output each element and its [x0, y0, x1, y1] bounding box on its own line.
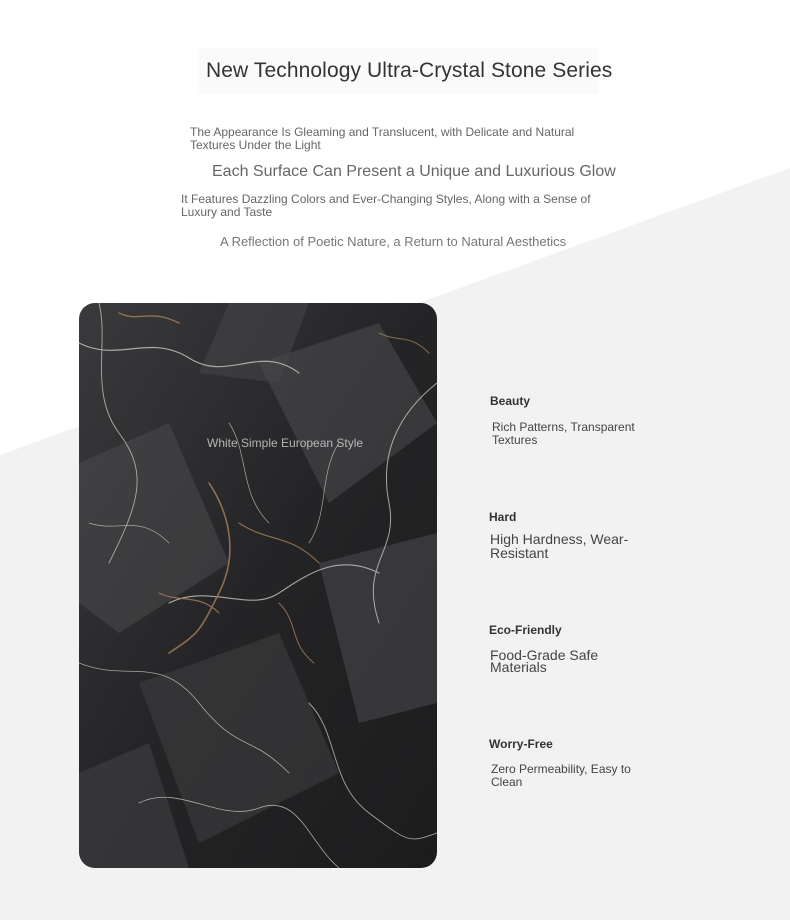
feature-eco-friendly-description: Food-Grade Safe Materials: [482, 645, 638, 679]
stone-style-caption: White Simple European Style: [207, 436, 364, 450]
marble-stone-image: [79, 303, 437, 868]
page-title: New Technology Ultra-Crystal Stone Series: [198, 48, 598, 94]
feature-worry-free-description: Zero Permeability, Easy to Clean: [483, 759, 649, 795]
feature-beauty-description: Rich Patterns, Transparent Textures: [484, 417, 688, 453]
feature-hard-title: Hard: [481, 504, 524, 528]
feature-hard-description: High Hardness, Wear-Resistant: [482, 528, 638, 566]
feature-worry-free-title: Worry-Free: [481, 731, 561, 755]
feature-beauty-title: Beauty: [482, 388, 538, 412]
intro-text-appearance: The Appearance Is Gleaming and Translucent, with Delicate and Natural Textures Under the Light: [190, 125, 575, 152]
feature-eco-friendly-title: Eco-Friendly: [481, 617, 570, 641]
intro-text-colors: It Features Dazzling Colors and Ever-Changing Styles, Along with a Sense of Luxury and Taste: [181, 192, 591, 219]
intro-text-aesthetics: A Reflection of Poetic Nature, a Return to Natural Aesthetics: [220, 234, 567, 249]
intro-text-glow: Each Surface Can Present a Unique and Luxurious Glow: [212, 163, 616, 180]
marble-texture: [79, 303, 437, 868]
